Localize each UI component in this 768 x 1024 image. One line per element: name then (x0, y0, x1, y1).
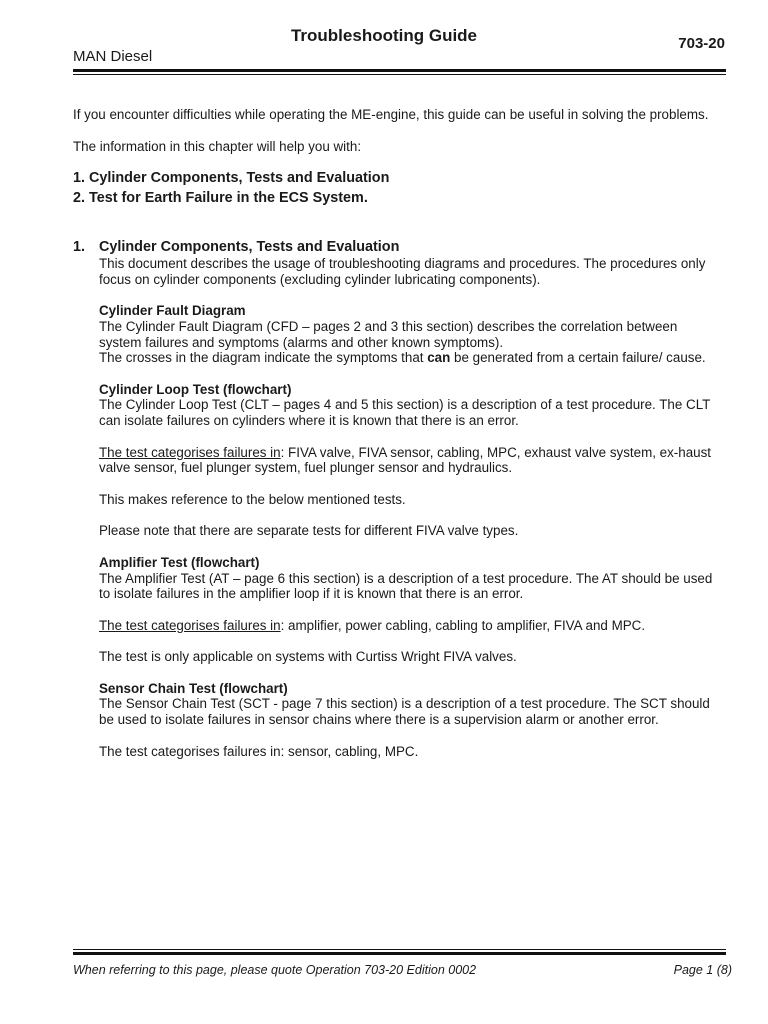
document-title: Troubleshooting Guide (290, 26, 478, 45)
clt-categories (99, 445, 723, 476)
header-rule-thick (73, 69, 726, 72)
summary-item: 2. Test for Earth Failure in the ECS System. (73, 190, 368, 207)
at-categories (99, 618, 723, 634)
header-rule-thin (73, 74, 726, 75)
clt-note: Please note that there are separate tests for different FIVA valve types. (99, 523, 519, 539)
subheading-clt: Cylinder Loop Test (flowchart) (99, 381, 292, 397)
clt-categories-text: : FIVA valve, FIVA sensor, cabling, MPC, exhaust valve system, ex-haust valve sensor, fuel plunger system, fuel plunger sensor and hydraulics. (99, 444, 712, 476)
summary-item: 1. Cylinder Components, Tests and Evaluation (73, 170, 390, 187)
cfd-paragraph: The Cylinder Fault Diagram (CFD – pages 2 and 3 this section) describes the correlation between system failures and symptoms (alarms and other known symptoms). (99, 318, 678, 350)
footer-rule-thin (73, 949, 726, 950)
at-paragraph: The Amplifier Test (AT – page 6 this section) is a description of a test procedure. The AT should be used to isolate failures in the amplifier loop if it is known that there is an error. (99, 570, 713, 602)
at-categories-text: : amplifier, power cabling, cabling to amplifier, FIVA and MPC. (280, 617, 646, 633)
summary-list (73, 168, 723, 208)
company-name: MAN Diesel (73, 48, 153, 65)
footer-rule-thick (73, 952, 726, 955)
section-code: 703-20 (678, 35, 725, 52)
subheading-sct: Sensor Chain Test (flowchart) (99, 680, 288, 696)
clt-reference: This makes reference to the below mentioned tests. (99, 491, 406, 507)
section-heading (73, 238, 723, 256)
page-content (73, 107, 723, 759)
clt-categories-label: The test categorises failures in (99, 444, 281, 460)
clt-paragraph: The Cylinder Loop Test (CLT – pages 4 and 5 this section) is a description of a test procedure. The CLT can isolate failures on cylinders where it is known that there is an error. (99, 397, 711, 428)
subheading-cfd: Cylinder Fault Diagram (99, 303, 246, 319)
section-description: This document describes the usage of troubleshooting diagrams and procedures. The procedures only focus on cylinder components (excluding cylinder lubricating components). (99, 256, 706, 287)
intro-paragraph-2: The information in this chapter will help you with: (73, 138, 362, 154)
intro-paragraph: If you encounter difficulties while operating the ME-engine, this guide can be useful in solving the problems. (73, 107, 709, 122)
page-number: Page 1 (8) (673, 963, 732, 977)
sct-paragraph: The Sensor Chain Test (SCT - page 7 this section) is a description of a test procedure. The SCT should be used to isolate failures in sensor chains where there is a supervision alarm or another error. (99, 696, 710, 728)
cfd-text-end: be generated from a certain failure/ cause. (450, 350, 706, 366)
footer-note: When referring to this page, please quote Operation 703-20 Edition 0002 (73, 963, 477, 977)
section-number: 1. (73, 239, 86, 256)
at-categories-label: The test categorises failures in (99, 617, 281, 633)
section-body (99, 256, 723, 759)
subheading-at: Amplifier Test (flowchart) (99, 554, 260, 570)
sct-categories: The test categorises failures in: sensor, cabling, MPC. (99, 743, 419, 759)
cfd-paragraph-2 (99, 350, 723, 366)
cfd-text: The crosses in the diagram indicate the symptoms that (99, 350, 428, 366)
cfd-emphasis: can (427, 350, 451, 366)
section-title: Cylinder Components, Tests and Evaluation (99, 239, 400, 256)
at-note: The test is only applicable on systems with Curtiss Wright FIVA valves. (99, 649, 517, 665)
